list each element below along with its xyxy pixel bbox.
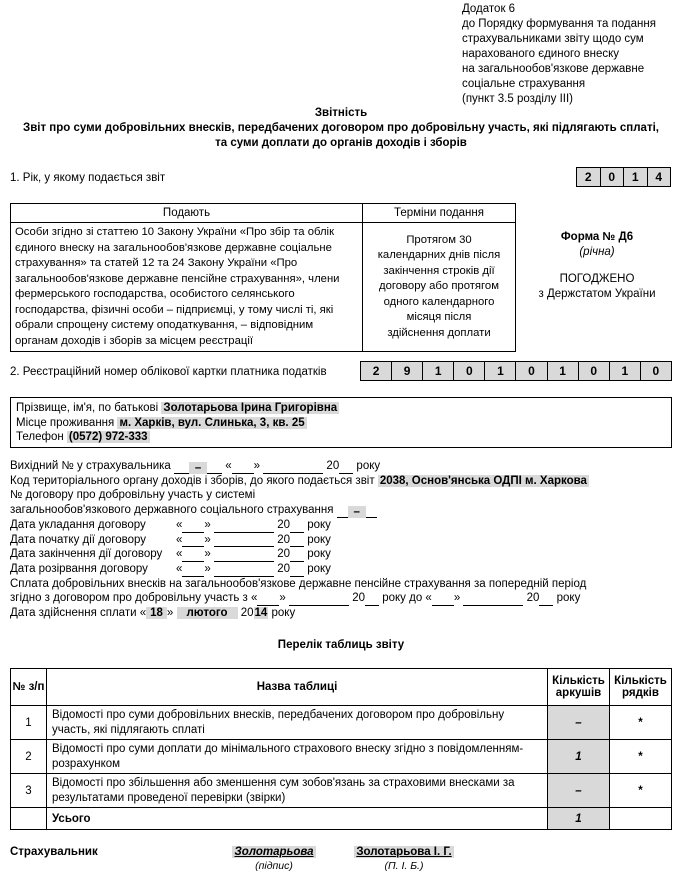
person-phone-label: Телефон: [16, 431, 64, 444]
form-period: (річна): [579, 246, 615, 258]
date-start-label: Дата початку дії договору: [10, 533, 147, 546]
date-sign-year-prefix: 20: [277, 518, 290, 531]
reg-number-boxes: [360, 361, 672, 381]
col-no-header: № з/п: [11, 669, 47, 706]
year-boxes: [576, 167, 671, 187]
date-start-year-prefix: 20: [277, 533, 290, 546]
row-rows: *: [610, 706, 672, 740]
tables-list: [10, 668, 672, 830]
pay-day: 18: [146, 607, 167, 619]
table-row: [11, 774, 672, 808]
date-terminate-year-suffix: року: [307, 562, 331, 575]
date-terminate-row: Дата розірвання договору « » 20 року: [10, 562, 331, 575]
submit-table: [10, 203, 516, 352]
form-approved: ПОГОДЖЕНО: [559, 273, 635, 285]
year-digit: 0: [600, 168, 624, 186]
submit-who-text: Особи згідно зі статтею 10 Закону України «Про збір та облік єдиного внеску на загальнообов'язкове державне соціальне страхування» та статей 12 та 24 Закону України «Про загальнообов'язкове державне пенсійне страхування», члени фермерського господарства, особистого селянського господарства, фізичні особи – підприємці, у тому числі ті, які обрали спрощену систему оподаткування, – відповідним органам доходів і зборів за місцем реєстрації: [11, 223, 363, 352]
row-name: Відомості про суми доплати до мінімального страхового внеску згідно з повідомленням-розрахунком: [47, 740, 548, 774]
signature-label: Страхувальник: [10, 846, 98, 858]
table-row: [11, 740, 672, 774]
reg-digit: 2: [361, 362, 391, 380]
row-name: Відомості про збільшення або зменшення сум зобов'язань за страховими внесками за результатами проведеної перевірки (звірки): [47, 774, 548, 808]
pay-month: лютого: [177, 607, 238, 619]
reg-digit: 0: [578, 362, 609, 380]
form-approved-by: з Держстатом України: [538, 288, 656, 300]
col-rows-header: Кількість рядків: [610, 669, 672, 706]
person-name-value: Золотарьова Ірина Григорівна: [163, 402, 338, 414]
payment-from-year-prefix: 20: [352, 592, 366, 605]
person-phone-value: (0572) 972-333: [68, 431, 148, 444]
office-row: [10, 474, 672, 489]
person-box: [10, 397, 672, 448]
person-address-value: м. Харків, вул. Слинька, 3, кв. 25: [119, 416, 305, 429]
submit-header-terms: Терміни подання: [363, 204, 516, 223]
appendix-line: страхувальниками звіту щодо сум: [462, 33, 644, 45]
appendix-line: соціальне страхування: [462, 78, 586, 90]
row-no: 2: [11, 740, 47, 774]
payment-row: згідно з договором про добровільну участь з « » 20 року до « » 20 року: [10, 592, 581, 605]
date-end-year-suffix: року: [307, 548, 331, 561]
reg-number-label: 2. Реєстраційний номер облікової картки платника податків: [10, 366, 327, 378]
signature-name-block: [352, 845, 456, 873]
reg-digit: 0: [453, 362, 484, 380]
details-block: [10, 459, 672, 621]
row-rows: *: [610, 774, 672, 808]
appendix-line: (пункт 3.5 розділу ІІІ): [462, 93, 573, 105]
appendix-line: Додаток 6: [462, 3, 516, 15]
col-name-header: Назва таблиці: [47, 669, 548, 706]
table-row: [11, 706, 672, 740]
signature-caption: (підпис): [255, 860, 293, 872]
office-value: 2038, Основ'янська ОДПІ м. Харкова: [379, 474, 587, 487]
total-label: Усього: [47, 808, 548, 830]
payment-to-year-prefix: 20: [526, 592, 540, 605]
reg-digit: 1: [609, 362, 640, 380]
row-sheets: –: [548, 706, 610, 740]
date-terminate-label: Дата розірвання договору: [10, 562, 148, 575]
form-info: [524, 230, 670, 302]
submit-terms-text: Протягом 30 календарних днів після закінчення строків дії договору або протягом одного календарного місяця після здійснення доплати: [363, 223, 516, 352]
pay-date-label: Дата здійснення сплати: [10, 607, 137, 620]
date-end-year-prefix: 20: [277, 548, 290, 561]
pay-year-suffix: року: [271, 607, 296, 620]
reg-digit: 0: [515, 362, 546, 380]
signature-block: [232, 845, 316, 873]
appendix-note: [462, 2, 656, 107]
report-subtitle-2: та суми доплати до органів доходів і зборів: [215, 137, 467, 149]
row-rows: *: [610, 740, 672, 774]
outgoing-year-prefix: 20: [326, 460, 340, 472]
appendix-line: нарахованого єдиного внеску: [462, 48, 620, 60]
year-label: 1. Рік, у якому подається звіт: [10, 172, 166, 184]
signature-name: Золотарьова І. Г.: [356, 846, 452, 858]
row-no: 3: [11, 774, 47, 808]
submit-header-who: Подають: [11, 204, 363, 223]
outgoing-label: Вихідний № у страхувальника: [10, 460, 171, 472]
date-end-label: Дата закінчення дії договору: [10, 548, 163, 561]
outgoing-year-suffix: року: [356, 460, 381, 472]
person-name-label: Прізвище, ім'я, по батькові: [16, 402, 159, 414]
year-digit: 4: [647, 168, 671, 186]
col-sheets-header: Кількість аркушів: [548, 669, 610, 706]
payment-to-label: року до: [382, 592, 423, 605]
date-start-row: Дата початку дії договору « » 20 року: [10, 533, 331, 546]
person-address-label: Місце проживання: [16, 416, 115, 429]
contract-label-2: загальнообов'язкового державного соціального страхування: [10, 504, 334, 517]
date-sign-year-suffix: року: [307, 518, 331, 531]
total-row: [11, 808, 672, 830]
payment-label-1: Сплата добровільних внесків на загальнообов'язкове державне пенсійне страхування за попередній період: [10, 577, 587, 590]
payment-label-2: згідно з договором про добровільну участь з: [10, 592, 248, 605]
date-end-row: Дата закінчення дії договору « » 20 року: [10, 548, 331, 561]
reg-digit: 1: [484, 362, 515, 380]
pay-year-prefix: 20: [240, 607, 254, 620]
row-sheets: –: [548, 774, 610, 808]
payment-to-year-suffix: року: [556, 592, 581, 605]
outgoing-value: –: [189, 462, 207, 474]
row-sheets: 1: [548, 740, 610, 774]
date-sign-label: Дата укладання договору: [10, 518, 146, 531]
signature-value: Золотарьова: [234, 846, 314, 858]
report-title: Звітність: [314, 107, 368, 119]
total-sheets: 1: [548, 808, 610, 830]
office-label: Код територіального органу доходів і зборів, до якого подається звіт: [10, 474, 375, 487]
pay-date-row: Дата здійснення сплати « 18 » лютого 2014 року: [10, 607, 296, 620]
reg-digit: 0: [640, 362, 671, 380]
pay-year: 14: [254, 607, 268, 620]
year-digit: 1: [623, 168, 647, 186]
contract-value: –: [348, 506, 366, 518]
appendix-line: до Порядку формування та подання: [462, 18, 656, 30]
reg-digit: 1: [422, 362, 453, 380]
outgoing-row: Вихідний № у страхувальника – « » 20 року: [10, 460, 381, 474]
row-no: 1: [11, 706, 47, 740]
appendix-line: на загальнообов'язкове державне: [462, 63, 645, 75]
reg-digit: 1: [547, 362, 578, 380]
form-name: Форма № Д6: [560, 231, 634, 243]
reg-digit: 9: [391, 362, 422, 380]
tables-list-heading: Перелік таблиць звіту: [277, 639, 405, 651]
signature-name-caption: (П. І. Б.): [384, 860, 424, 872]
date-sign-row: Дата укладання договору « » 20 року: [10, 518, 331, 531]
row-name: Відомості про суми добровільних внесків, передбачених договором про добровільну участь, які підлягають сплаті: [47, 706, 548, 740]
contract-row: [10, 503, 672, 518]
date-terminate-year-prefix: 20: [277, 562, 290, 575]
contract-label-1: № договору про добровільну участь у системі: [10, 489, 256, 502]
report-subtitle-1: Звіт про суми добровільних внесків, передбачених договором про добровільну участь, які підлягають сплаті,: [23, 122, 659, 134]
year-digit: 2: [577, 168, 600, 186]
date-start-year-suffix: року: [307, 533, 331, 546]
